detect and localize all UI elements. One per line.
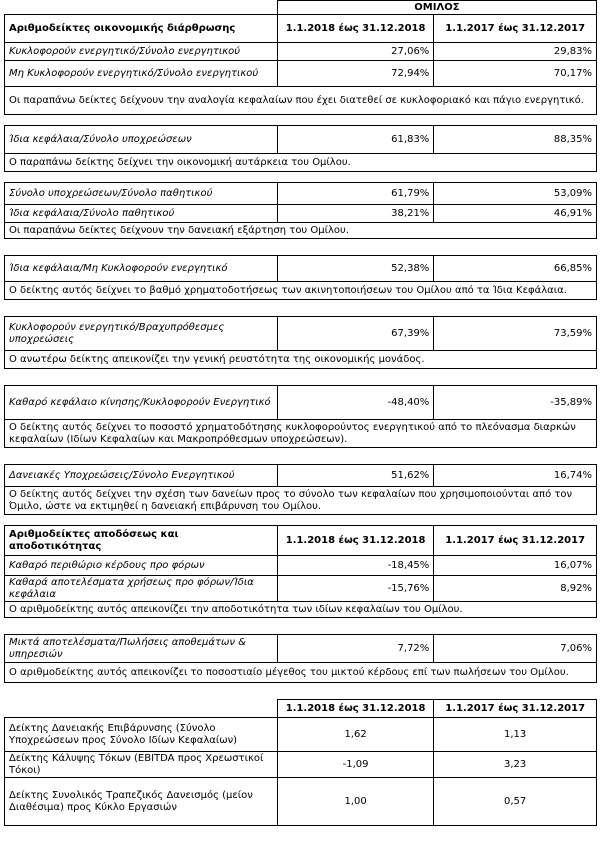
ratio-value-2018: -18,45%	[277, 556, 433, 576]
ratio-row	[5, 556, 597, 576]
ratio-description: Ο αριθμοδείκτης αυτός απεικονίζει την αποδοτικότητα των ιδίων κεφαλαίων του Ομίλου.	[5, 602, 597, 618]
group-ratios-table	[4, 0, 597, 826]
ratio-label: Κυκλοφορούν ενεργητικό/Βραχυπρόθεσμες υποχρεώσεις	[5, 317, 278, 351]
ratio-value-2017: 29,83%	[434, 43, 597, 61]
debt-col-2018: 1.1.2018 έως 31.12.2018	[277, 700, 433, 718]
ratio-description: Ο παραπάνω δείκτης δείχνει την οικονομική αυτάρκεια του Ομίλου.	[5, 154, 597, 172]
ratio-label: Καθαρά αποτελέσματα χρήσεως προ φόρων/Ίδια κεφάλαια	[5, 576, 278, 602]
ratio-row	[5, 386, 597, 420]
ratio-value-2018: -15,76%	[277, 576, 433, 602]
ratio-row	[5, 256, 597, 282]
ratio-value-2018: 38,21%	[277, 205, 433, 223]
ratio-row	[5, 778, 597, 826]
structure-col-2018: 1.1.2018 έως 31.12.2018	[277, 15, 433, 43]
ratio-value-2018: 67,39%	[277, 317, 433, 351]
ratio-value-2017: -35,89%	[434, 386, 597, 420]
ratio-description: Ο ανωτέρω δείκτης απεικονίζει την γενική ρευστότητα της οικονομικής μονάδος.	[5, 351, 597, 369]
returns-section-header: Αριθμοδείκτες αποδόσεως και αποδοτικότητας	[5, 526, 278, 556]
ratio-row	[5, 126, 597, 154]
ratio-row	[5, 61, 597, 87]
ratio-value-2018: 61,79%	[277, 183, 433, 205]
ratio-row	[5, 43, 597, 61]
group-title: ΟΜΙΛΟΣ	[277, 1, 596, 15]
ratio-value-2017: 66,85%	[434, 256, 597, 282]
ratio-value-2018: 61,83%	[277, 126, 433, 154]
ratio-value-2017: 16,74%	[434, 465, 597, 487]
ratio-value-2017: 73,59%	[434, 317, 597, 351]
ratio-row	[5, 635, 597, 663]
ratio-label: Ίδια κεφάλαια/Μη Κυκλοφορούν ενεργητικό	[5, 256, 278, 282]
ratio-label: Ίδια κεφάλαια/Σύνολο παθητικού	[5, 205, 278, 223]
ratio-value-2018: 27,06%	[277, 43, 433, 61]
ratio-row	[5, 317, 597, 351]
ratio-row	[5, 183, 597, 205]
ratio-description: Ο αριθμοδείκτης αυτός απεικονίζει το ποσοστιαίο μέγεθος του μικτού κέρδους επί των πωλήσεων του Ομίλου.	[5, 663, 597, 683]
ratio-value-2017: 1,13	[434, 718, 597, 752]
ratio-value-2017: 7,06%	[434, 635, 597, 663]
structure-section-header: Αριθμοδείκτες οικονομικής διάρθρωσης	[5, 15, 278, 43]
returns-col-2017: 1.1.2017 έως 31.12.2017	[434, 526, 597, 556]
ratio-value-2018: 52,38%	[277, 256, 433, 282]
structure-col-2017: 1.1.2017 έως 31.12.2017	[434, 15, 597, 43]
ratio-row	[5, 752, 597, 778]
ratio-label: Δείκτης Δανειακής Επιβάρυνσης (Σύνολο Υποχρεώσεων προς Σύνολο Ιδίων Κεφαλαίων)	[5, 718, 278, 752]
ratio-value-2018: 51,62%	[277, 465, 433, 487]
ratio-value-2017: 8,92%	[434, 576, 597, 602]
ratio-label: Κυκλοφορούν ενεργητικό/Σύνολο ενεργητικού	[5, 43, 278, 61]
ratio-value-2017: 88,35%	[434, 126, 597, 154]
ratio-label: Δείκτης Συνολικός Τραπεζικός Δανεισμός (μείον Διαθέσιμα) προς Κύκλο Εργασιών	[5, 778, 278, 826]
ratio-value-2018: 7,72%	[277, 635, 433, 663]
ratio-description: Ο δείκτης αυτός δείχνει την σχέση των δανείων προς το σύνολο των κεφαλαίων που χρησιμοποιούνται από τον Όμιλο, ώστε να εκτιμηθεί η δανειακή επιβάρυνση του Ομίλου.	[5, 487, 597, 515]
ratio-label: Καθαρό περιθώριο κέρδους προ φόρων	[5, 556, 278, 576]
ratio-description: Οι παραπάνω δείκτες δείχνουν την δανειακή εξάρτηση του Ομίλου.	[5, 223, 597, 239]
ratio-value-2017: 16,07%	[434, 556, 597, 576]
debt-col-2017: 1.1.2017 έως 31.12.2017	[434, 700, 597, 718]
ratio-value-2017: 3,23	[434, 752, 597, 778]
ratio-value-2017: 53,09%	[434, 183, 597, 205]
ratio-value-2017: 70,17%	[434, 61, 597, 87]
ratio-value-2018: 72,94%	[277, 61, 433, 87]
ratio-description: Ο δείκτης αυτός δείχνει το βαθμό χρηματοδοτήσεως των ακινητοποιήσεων του Ομίλου από τα Ίδια Κεφάλαια.	[5, 282, 597, 300]
ratio-value-2018: -1,09	[277, 752, 433, 778]
ratio-row	[5, 465, 597, 487]
ratio-value-2017: 0,57	[434, 778, 597, 826]
ratio-label: Δανειακές Υποχρεώσεις/Σύνολο Ενεργητικού	[5, 465, 278, 487]
ratio-label: Δείκτης Κάλυψης Τόκων (EBITDA προς Χρεωστικοί Τόκοι)	[5, 752, 278, 778]
ratio-label: Μικτά αποτελέσματα/Πωλήσεις αποθεμάτων & υπηρεσιών	[5, 635, 278, 663]
ratio-value-2018: 1,62	[277, 718, 433, 752]
returns-col-2018: 1.1.2018 έως 31.12.2018	[277, 526, 433, 556]
ratio-row	[5, 205, 597, 223]
ratio-row	[5, 718, 597, 752]
ratio-value-2018: 1,00	[277, 778, 433, 826]
ratio-label: Μη Κυκλοφορούν ενεργητικό/Σύνολο ενεργητικού	[5, 61, 278, 87]
ratio-value-2018: -48,40%	[277, 386, 433, 420]
ratio-description: Οι παραπάνω δείκτες δείχνουν την αναλογία κεφαλαίων που έχει διατεθεί σε κυκλοφοριακό και πάγιο ενεργητικό.	[5, 87, 597, 115]
ratio-label: Καθαρό κεφάλαιο κίνησης/Κυκλοφορούν Ενεργητικό	[5, 386, 278, 420]
ratio-value-2017: 46,91%	[434, 205, 597, 223]
ratio-description: Ο δείκτης αυτός δείχνει το ποσοστό χρηματοδότησης κυκλοφορούντος ενεργητικού από το πλεόνασμα διαρκών κεφαλαίων (Ιδίων Κεφαλαίων και Μακροπρόθεσμων υποχρεώσεων).	[5, 420, 597, 448]
ratio-label: Ίδια κεφάλαια/Σύνολο υποχρεώσεων	[5, 126, 278, 154]
ratio-row	[5, 576, 597, 602]
ratio-label: Σύνολο υποχρεώσεων/Σύνολο παθητικού	[5, 183, 278, 205]
